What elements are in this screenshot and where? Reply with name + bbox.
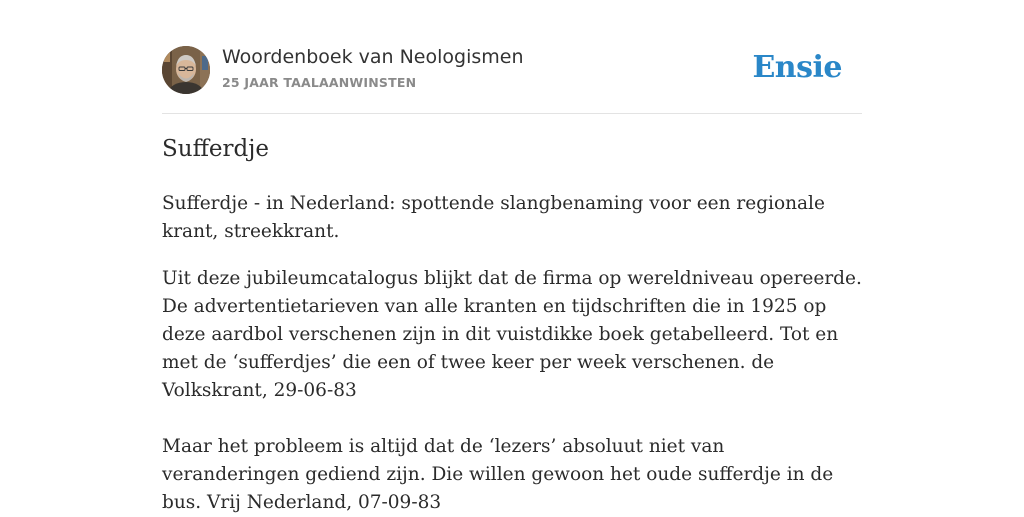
- article-body: [162, 190, 864, 517]
- quote-text: Maar het probleem is altijd dat de ‘lezers’ absoluut niet van veranderingen gediend zijn. Die willen gewoon het oude sufferdje in de bus. Vrij Nederland, 07-09-83: [162, 436, 834, 513]
- header-divider: [162, 113, 862, 114]
- term-title: Sufferdje: [162, 136, 269, 162]
- author-portrait-icon: [162, 46, 210, 94]
- quote-text: Uit deze jubileumcatalogus blijkt dat de firma op wereldniveau opereerde. De advertentietarieven van alle kranten en tijdschriften die in 1925 op deze aardbol verschenen zijn in dit vuistdikke boek getabelleerd. Tot en met de ‘sufferdjes’ die een of twee keer per week verschenen. de Volkskrant, 29-06-83: [162, 268, 862, 401]
- source-title[interactable]: Woordenboek van Neologismen: [222, 46, 524, 68]
- definition-text: Sufferdje - in Nederland: spottende slangbenaming voor een regionale krant, streekkrant.: [162, 193, 825, 242]
- quote-separator: [162, 405, 864, 433]
- ensie-logo-link[interactable]: Ensie: [752, 50, 842, 85]
- source-subtitle: 25 JAAR TAALAANWINSTEN: [222, 75, 417, 90]
- author-avatar[interactable]: [162, 46, 210, 94]
- source-header: [162, 46, 862, 96]
